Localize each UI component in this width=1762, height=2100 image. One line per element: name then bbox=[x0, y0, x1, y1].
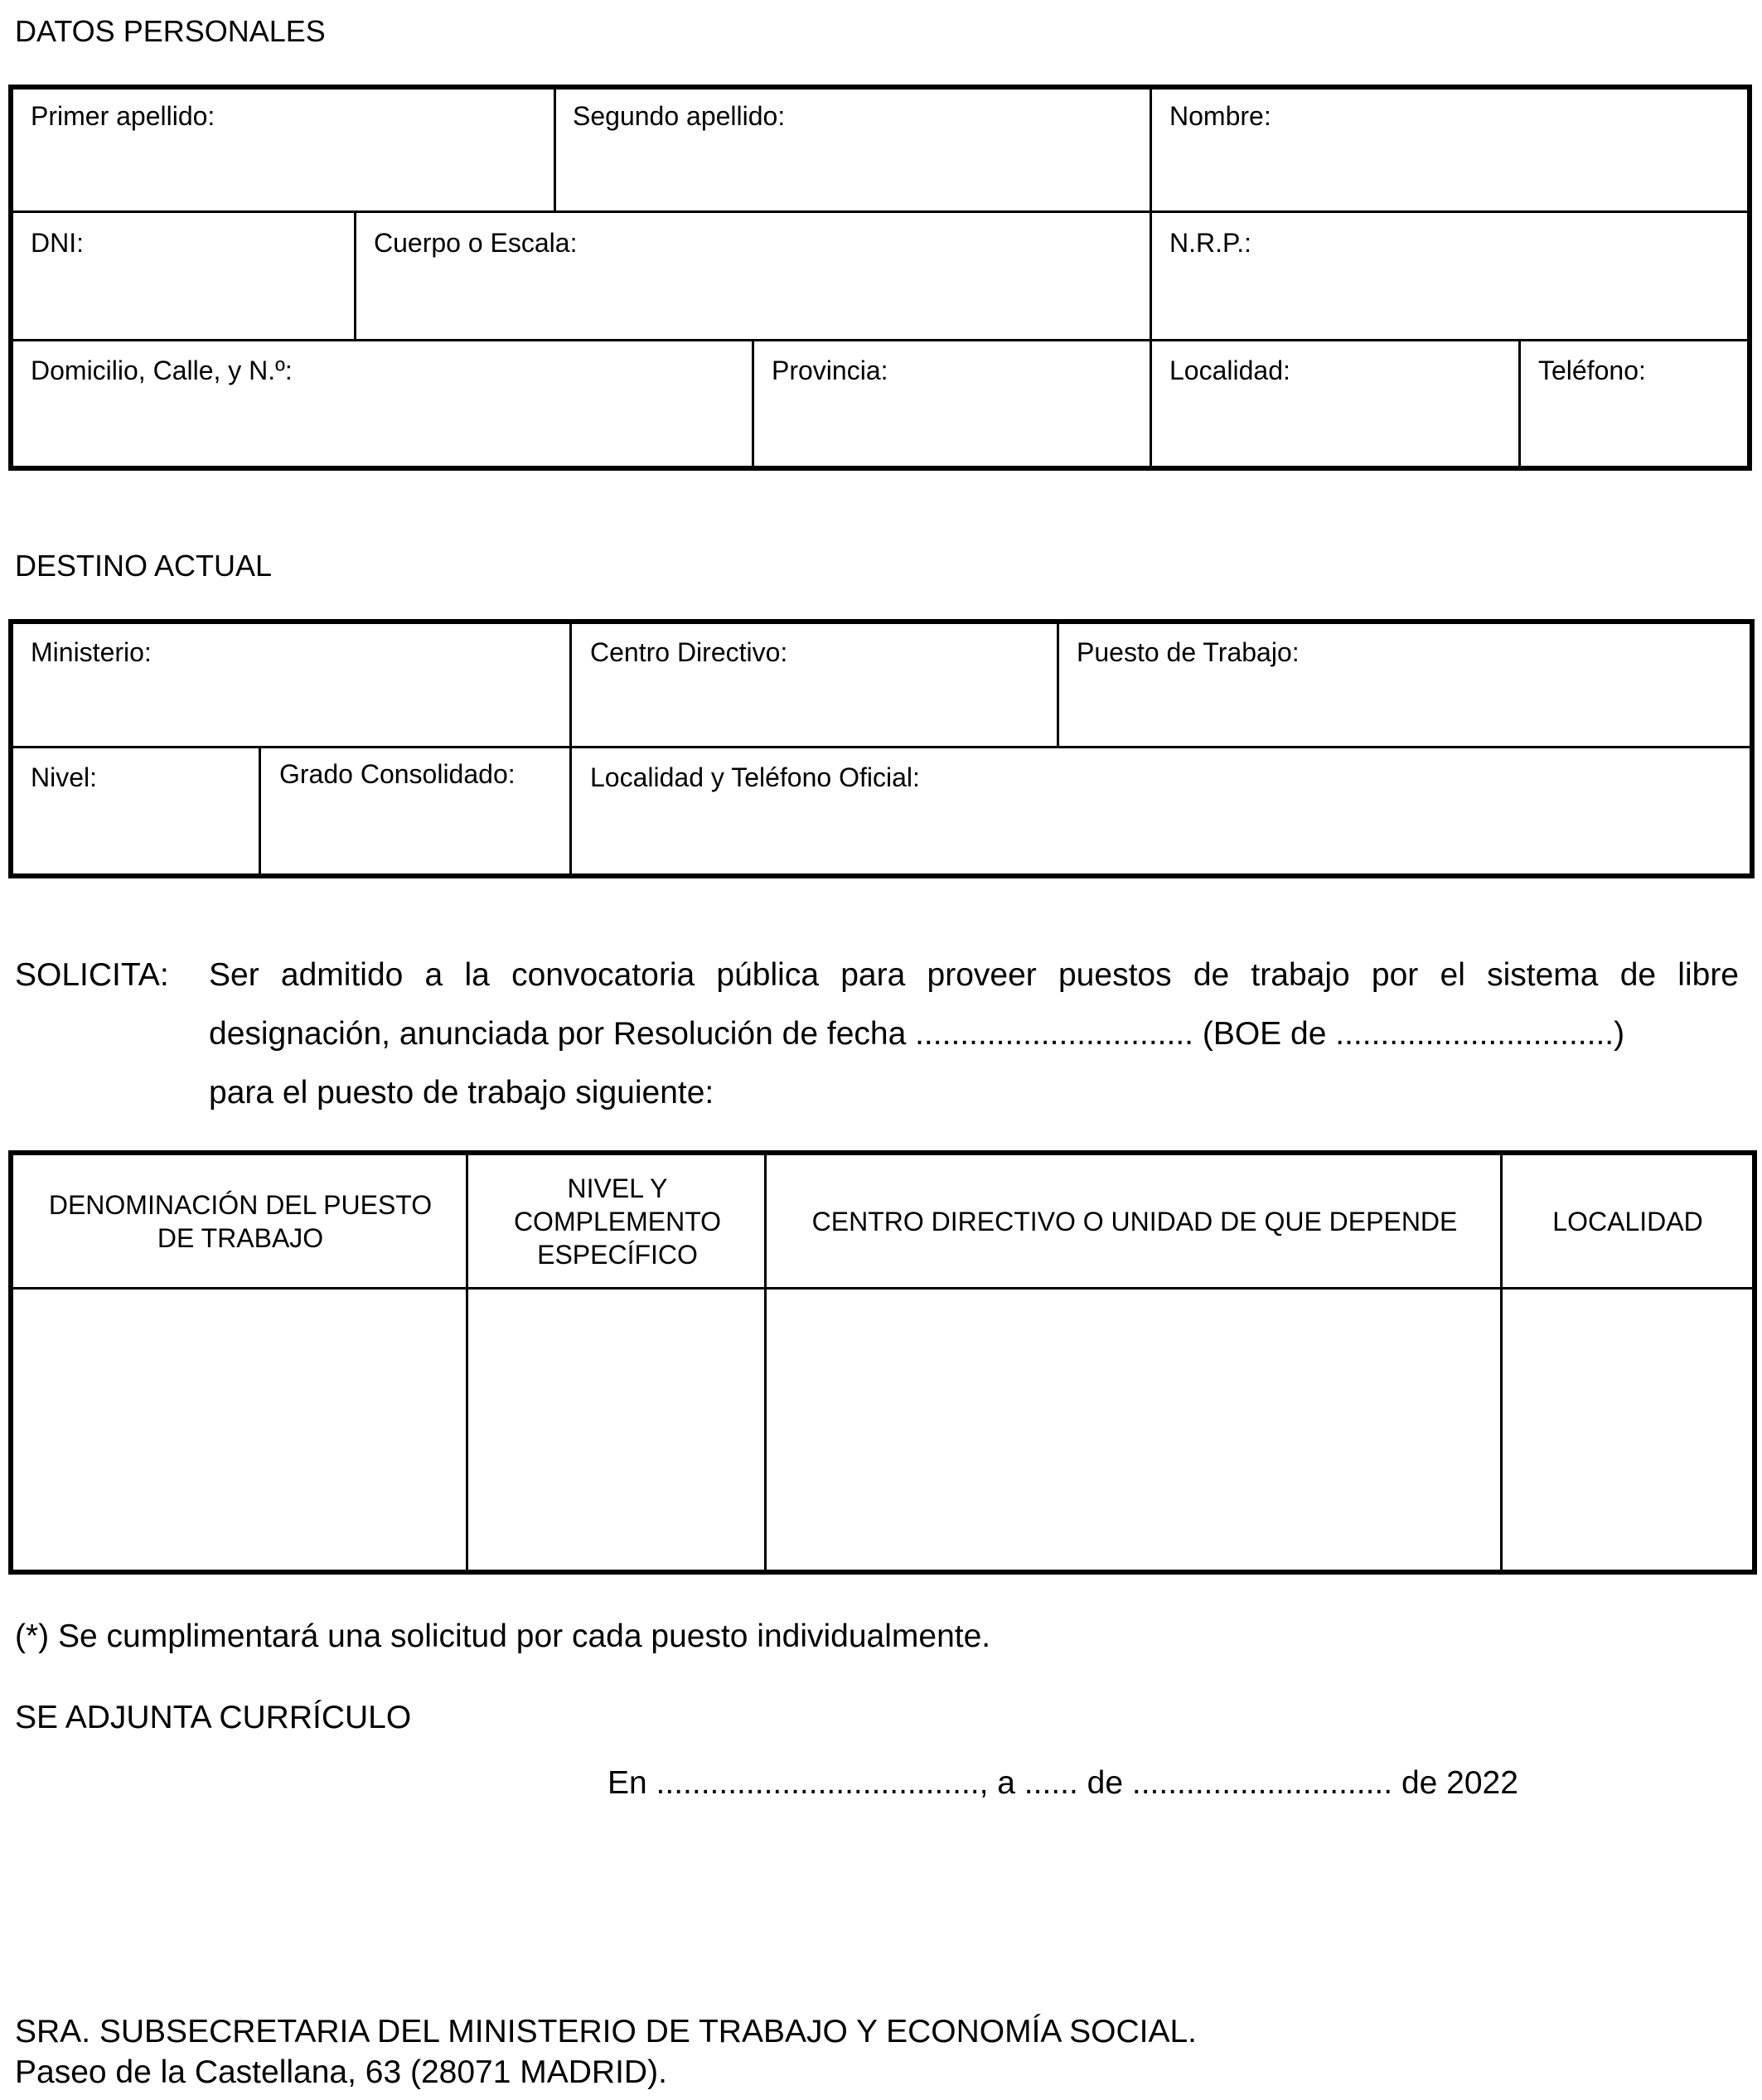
destino-col-divider bbox=[259, 748, 261, 876]
personal-col-divider bbox=[554, 87, 556, 211]
table-header-denominacion: DENOMINACIÓN DEL PUESTO DE TRABAJO bbox=[48, 1189, 433, 1253]
field-localidad[interactable]: Localidad: bbox=[1169, 356, 1290, 385]
table-header-centro-directivo: CENTRO DIRECTIVO O UNIDAD DE QUE DEPENDE bbox=[811, 1206, 1458, 1236]
addressee-line2: Paseo de la Castellana, 63 (28071 MADRID). bbox=[15, 2054, 667, 2090]
destino-row-divider bbox=[11, 746, 1752, 748]
field-cuerpo-escala[interactable]: Cuerpo o Escala: bbox=[374, 228, 578, 258]
solicita-text-line1: Ser admitido a la convocatoria pública para proveer puestos de trabajo por el sistema de libre bbox=[209, 957, 1739, 993]
personal-row-divider-1 bbox=[11, 210, 1750, 213]
table-cell-nivel-complemento[interactable] bbox=[468, 1290, 764, 1570]
fecha-lugar-line[interactable]: En ...................................., a ...... de ............................. de 2022 bbox=[608, 1765, 1518, 1801]
table-cell-centro-directivo[interactable] bbox=[767, 1290, 1500, 1570]
table-header-localidad: LOCALIDAD bbox=[1552, 1206, 1703, 1236]
field-centro-directivo[interactable]: Centro Directivo: bbox=[590, 637, 788, 667]
destino-col-divider bbox=[569, 622, 572, 876]
field-nivel[interactable]: Nivel: bbox=[31, 762, 98, 792]
destino-data-box bbox=[8, 619, 1755, 878]
solicita-text-line2: designación, anunciada por Resolución de fecha ............................... (BOE de ...............................) bbox=[209, 1016, 1625, 1052]
personal-col-divider bbox=[1518, 341, 1521, 468]
field-puesto-trabajo[interactable]: Puesto de Trabajo: bbox=[1077, 637, 1300, 667]
table-cell-localidad[interactable] bbox=[1503, 1290, 1751, 1570]
field-telefono[interactable]: Teléfono: bbox=[1538, 356, 1646, 385]
personal-col-divider bbox=[1150, 87, 1152, 468]
field-dni[interactable]: DNI: bbox=[31, 228, 84, 258]
field-provincia[interactable]: Provincia: bbox=[772, 356, 888, 385]
field-grado-consolidado[interactable]: Grado Consolidado: bbox=[279, 759, 516, 789]
field-nrp[interactable]: N.R.P.: bbox=[1169, 228, 1251, 258]
table-header-nivel-complemento: NIVEL Y COMPLEMENTO ESPECÍFICO bbox=[513, 1173, 722, 1270]
table-cell-denominacion[interactable] bbox=[13, 1290, 466, 1570]
personal-col-divider bbox=[752, 341, 754, 468]
addressee-line1: SRA. SUBSECRETARIA DEL MINISTERIO DE TRABAJO Y ECONOMÍA SOCIAL. bbox=[15, 2014, 1198, 2049]
field-primer-apellido[interactable]: Primer apellido: bbox=[31, 101, 215, 131]
destino-col-divider bbox=[1057, 622, 1059, 748]
solicita-text-line3: para el puesto de trabajo siguiente: bbox=[209, 1075, 714, 1110]
footnote: (*) Se cumplimentará una solicitud por cada puesto individualmente. bbox=[15, 1619, 991, 1654]
section-title-datos-personales: DATOS PERSONALES bbox=[15, 14, 326, 48]
adjunta-curriculo: SE ADJUNTA CURRÍCULO bbox=[15, 1700, 412, 1735]
solicita-label: SOLICITA: bbox=[15, 957, 169, 993]
personal-col-divider bbox=[354, 212, 356, 341]
field-nombre[interactable]: Nombre: bbox=[1169, 101, 1271, 131]
field-localidad-telefono-oficial[interactable]: Localidad y Teléfono Oficial: bbox=[590, 762, 920, 792]
field-segundo-apellido[interactable]: Segundo apellido: bbox=[573, 101, 786, 131]
field-domicilio[interactable]: Domicilio, Calle, y N.º: bbox=[31, 356, 293, 385]
personal-row-divider-2 bbox=[11, 339, 1750, 341]
field-ministerio[interactable]: Ministerio: bbox=[31, 637, 152, 667]
section-title-destino-actual: DESTINO ACTUAL bbox=[15, 549, 273, 583]
personal-data-box bbox=[8, 85, 1752, 471]
